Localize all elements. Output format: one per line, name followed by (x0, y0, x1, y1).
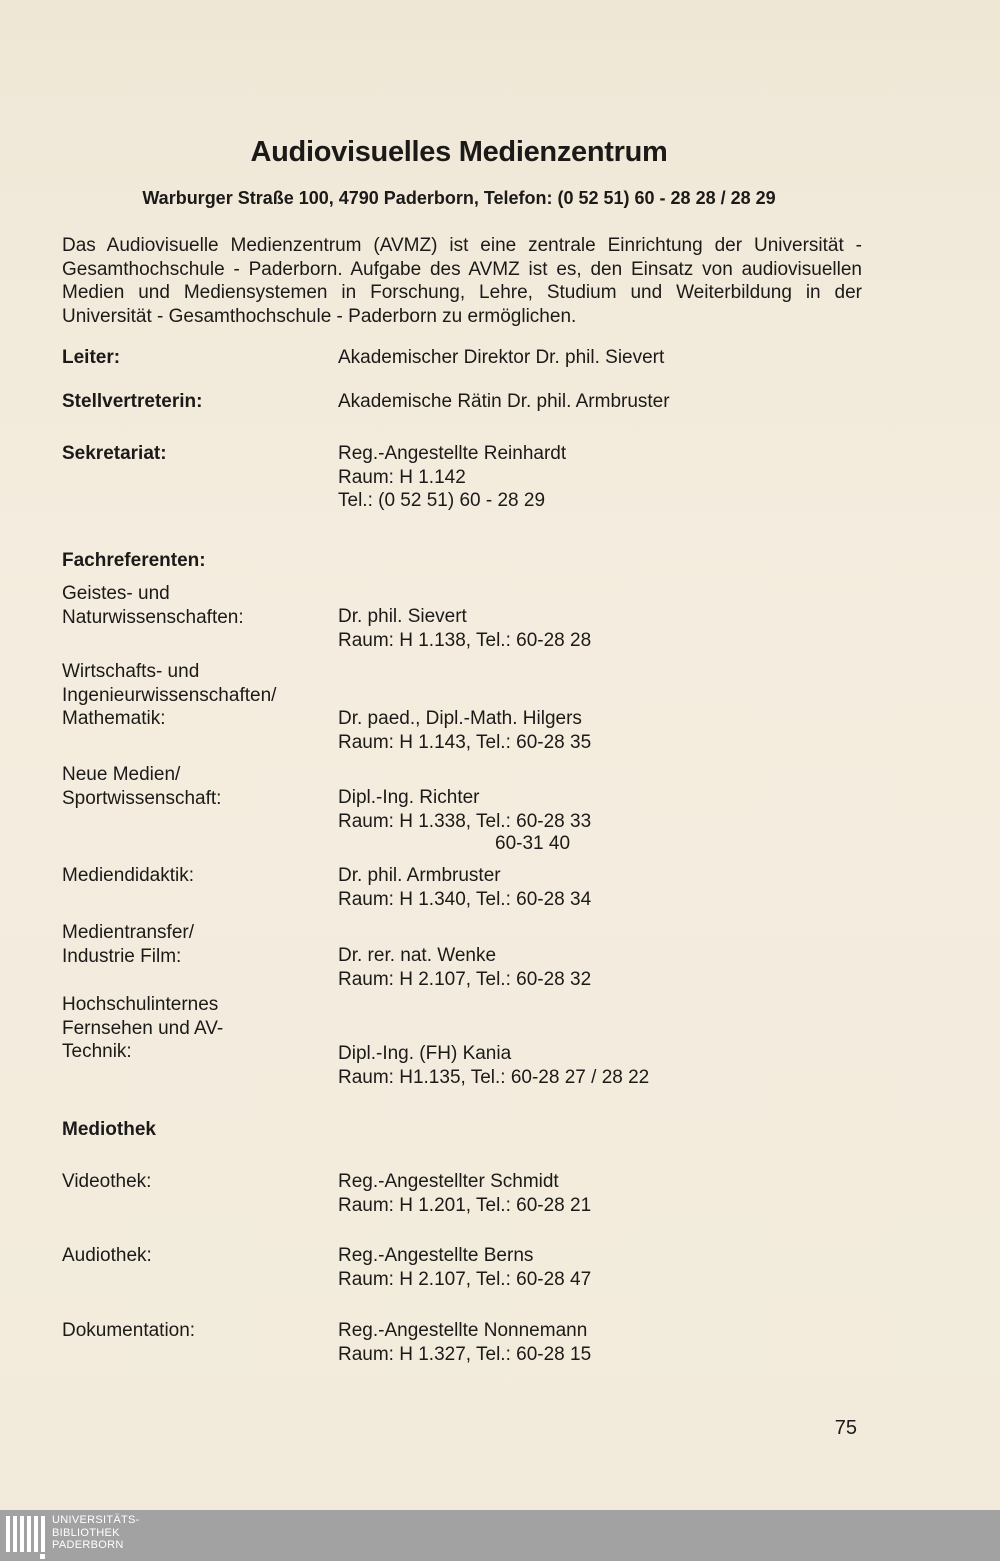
library-name (52, 1514, 140, 1552)
stellvertreterin-label: Stellvertreterin: (62, 391, 203, 412)
hochschul-value: Dipl.-Ing. (FH) Kania Raum: H1.135, Tel.: 60-28 27 / 28 22 (338, 1043, 650, 1088)
page-title: Audiovisuelles Medienzentrum (250, 136, 668, 168)
hochschul-label: Hochschulinternes Fernsehen und AV- Technik: (62, 994, 224, 1062)
sekretariat-value: Reg.-Angestellte Reinhardt Raum: H 1.142 Tel.: (0 52 51) 60 - 28 29 (338, 443, 567, 511)
fachreferenten-heading: Fachreferenten: (62, 550, 206, 571)
mediendidaktik-value: Dr. phil. Armbruster Raum: H 1.340, Tel.: 60-28 34 (338, 865, 592, 910)
neue-medien-value: Dipl.-Ing. Richter Raum: H 1.338, Tel.: 60-28 33 (338, 787, 592, 832)
medientransfer-label: Medientransfer/ Industrie Film: (62, 922, 195, 967)
library-logo-icon (6, 1516, 46, 1560)
audiothek-value: Reg.-Angestellte Berns Raum: H 2.107, Tel.: 60-28 47 (338, 1245, 592, 1290)
neue-medien-label: Neue Medien/ Sportwissenschaft: (62, 764, 222, 809)
wirtschaft-label: Wirtschafts- und Ingenieurwissenschaften/ Mathematik: (62, 661, 277, 729)
leiter-value: Akademischer Direktor Dr. phil. Sievert (338, 347, 665, 368)
library-name-line1: UNIVERSITÄTS- (52, 1514, 140, 1526)
leiter-label: Leiter: (62, 347, 121, 368)
library-name-line3: PADERBORN (52, 1539, 124, 1551)
library-name-line2: BIBLIOTHEK (52, 1526, 120, 1539)
neue-medien-extra-tel: 60-31 40 (495, 833, 571, 854)
dokumentation-value: Reg.-Angestellte Nonnemann Raum: H 1.327, Tel.: 60-28 15 (338, 1320, 592, 1365)
wirtschaft-value: Dr. paed., Dipl.-Math. Hilgers Raum: H 1.143, Tel.: 60-28 35 (338, 708, 592, 753)
videothek-label: Videothek: (62, 1171, 152, 1192)
mediothek-heading: Mediothek (62, 1119, 156, 1140)
dokumentation-label: Dokumentation: (62, 1320, 196, 1341)
page-number: 75 (834, 1417, 857, 1439)
geistes-value: Dr. phil. Sievert Raum: H 1.138, Tel.: 60-28 28 (338, 606, 592, 651)
library-footer (0, 1510, 1000, 1561)
videothek-value: Reg.-Angestellter Schmidt Raum: H 1.201, Tel.: 60-28 21 (338, 1171, 592, 1216)
address-line: Warburger Straße 100, 4790 Paderborn, Telefon: (0 52 51) 60 - 28 28 / 28 29 (142, 188, 776, 208)
medientransfer-value: Dr. rer. nat. Wenke Raum: H 2.107, Tel.: 60-28 32 (338, 945, 592, 990)
mediendidaktik-label: Mediendidaktik: (62, 865, 195, 886)
sekretariat-label: Sekretariat: (62, 443, 167, 464)
audiothek-label: Audiothek: (62, 1245, 152, 1266)
stellvertreterin-value: Akademische Rätin Dr. phil. Armbruster (338, 391, 670, 412)
intro-paragraph: Das Audiovisuelle Medienzentrum (AVMZ) ist eine zentrale Einrichtung der Universität - Gesamthochschule - Paderborn. Aufgabe des AVMZ ist es, den Einsatz von audiovisuellen Medien und Mediensystemen in Forschung, Lehre, Studium und Weiterbildung in der Universität - Gesamthochschule - Paderborn zu ermöglichen. (62, 235, 862, 327)
geistes-label: Geistes- und Naturwissenschaften: (62, 583, 244, 628)
